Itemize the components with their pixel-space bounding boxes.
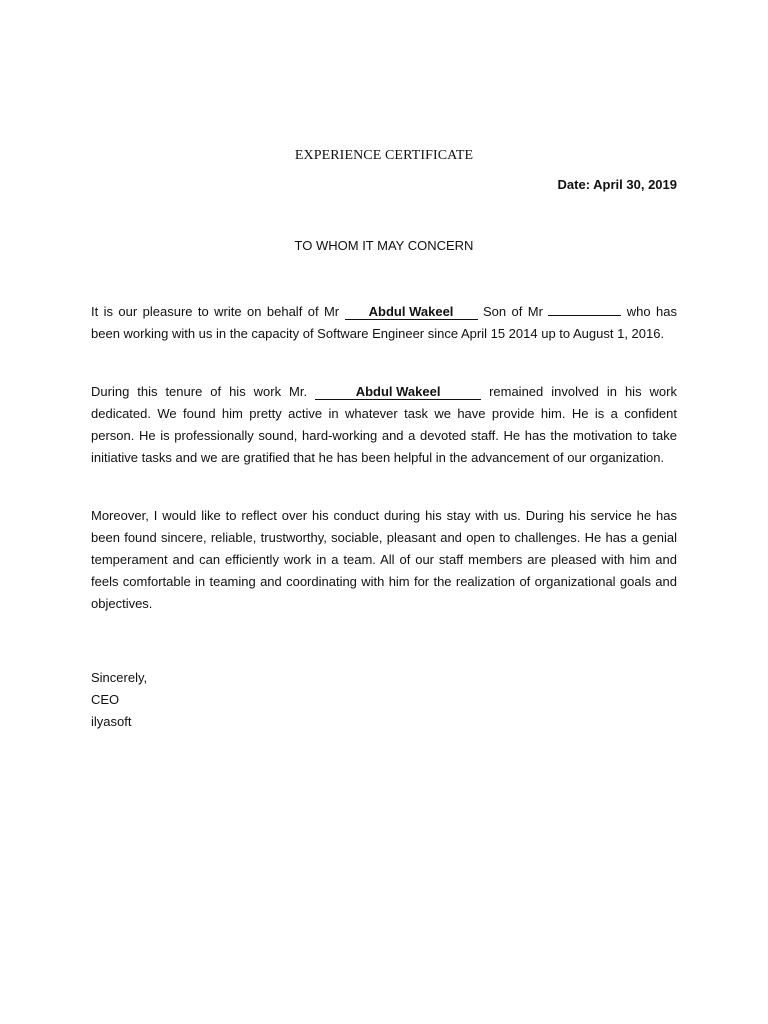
paragraph1-intro: It is our pleasure to write on behalf of Mr — [91, 304, 340, 319]
paragraph-tenure — [91, 381, 677, 469]
paragraph-conduct — [91, 505, 677, 615]
salutation: TO WHOM IT MAY CONCERN — [294, 238, 474, 253]
paragraph-employment — [91, 301, 677, 345]
document-date: Date: April 30, 2019 — [557, 177, 677, 192]
paragraph2-rest: remained involved in his work dedicated. We found him pretty active in whatever task we have provide him. He is a confident person. He is professionally sound, hard-working and a devoted staff. He has the motivation to take initiative tasks and we are gratified that he has been helpful in the advancement of our organization. — [91, 384, 677, 465]
paragraph1-rest: who has been working with us in the capacity of Software Engineer since April 15 2014 up to August 1, 2016. — [91, 304, 677, 341]
company-name: ilyasoft — [91, 714, 132, 729]
signoff-block — [91, 667, 147, 733]
signer-role: CEO — [91, 692, 120, 707]
paragraph3-text: Moreover, I would like to reflect over his conduct during his stay with us. During his service he has been found sincere, reliable, trustworthy, sociable, pleasant and open to challenges. He has a genial temperament and can efficiently work in a team. All of our staff members are pleased with him and feels comfortable in teaming and coordinating with him for the realization of organizational goals and objectives. — [91, 508, 677, 611]
employee-name-field: Abdul Wakeel — [345, 305, 478, 320]
parent-name-field — [548, 315, 621, 316]
document-title: EXPERIENCE CERTIFICATE — [294, 148, 474, 163]
closing-text: Sincerely, — [91, 670, 148, 685]
employee-name-field-2: Abdul Wakeel — [315, 385, 481, 400]
son-of-label: Son of Mr — [482, 304, 543, 319]
paragraph2-intro: During this tenure of his work Mr. — [91, 384, 308, 399]
